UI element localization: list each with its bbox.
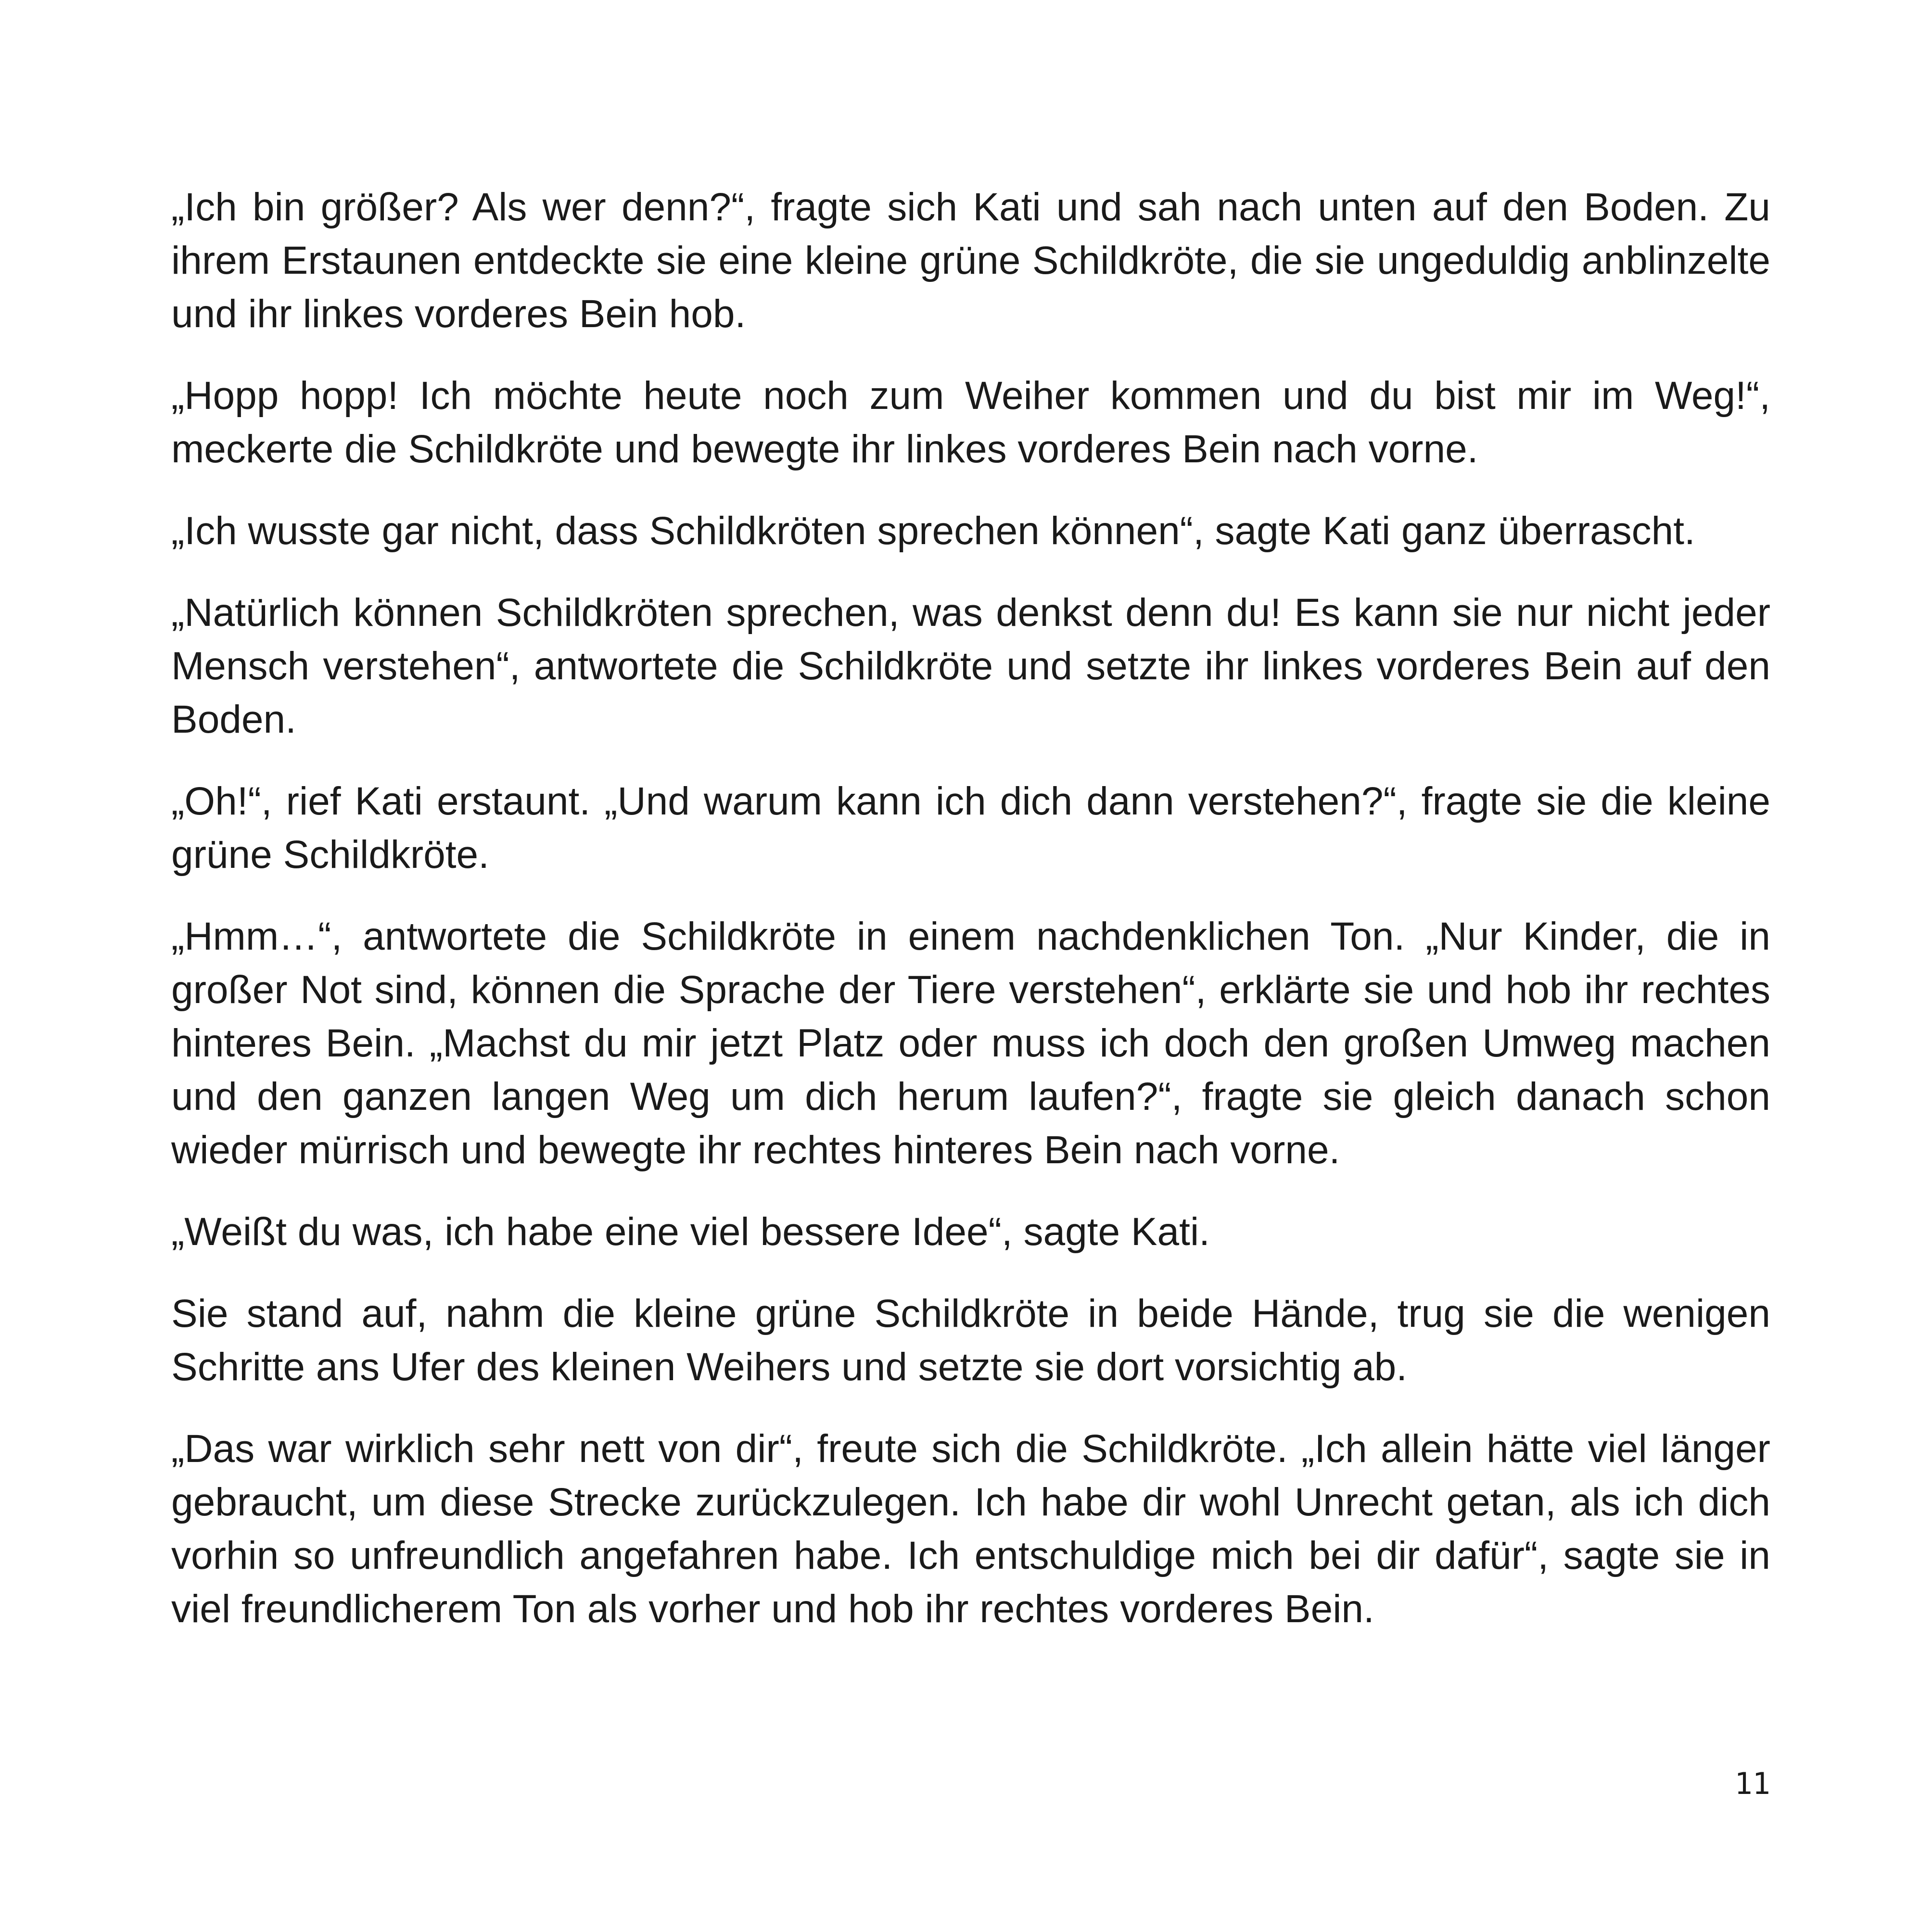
body-text <box>171 180 1770 1636</box>
paragraph: „Ich bin größer? Als wer denn?“, fragte sich Kati und sah nach unten auf den Boden. Zu ihrem Erstaunen entdeckte sie eine kleine grüne Schildkröte, die sie ungeduldig anblinzelte und ihr linkes vorderes Bein hob. <box>171 185 1770 336</box>
paragraph: „Oh!“, rief Kati erstaunt. „Und warum kann ich dich dann verstehen?“, fragte sie die kleine grüne Schildkröte. <box>171 779 1770 877</box>
paragraph: „Natürlich können Schildkröten sprechen, was denkst denn du! Es kann sie nur nicht jeder Mensch verstehen“, antwortete die Schildkröte und setzte ihr linkes vorderes Bein auf den Boden. <box>171 591 1770 741</box>
page-number: 11 <box>1734 1766 1770 1801</box>
paragraph: Sie stand auf, nahm die kleine grüne Schildkröte in beide Hände, trug sie die wenigen Schritte ans Ufer des kleinen Weihers und setzte sie dort vorsichtig ab. <box>171 1292 1770 1389</box>
paragraph: „Weißt du was, ich habe eine viel bessere Idee“, sagte Kati. <box>171 1210 1210 1254</box>
paragraph: „Das war wirklich sehr nett von dir“, freute sich die Schildkröte. „Ich allein hätte viel länger gebraucht, um diese Strecke zurückzulegen. Ich habe dir wohl Unrecht getan, als ich dich vorhin so unfreundlich angefahren habe. Ich entschuldige mich bei dir dafür“, sagte sie in viel freundlicherem Ton als vorher und hob ihr rechtes vorderes Bein. <box>171 1427 1770 1631</box>
paragraph: „Hmm…“, antwortete die Schildkröte in einem nachdenklichen Ton. „Nur Kinder, die in großer Not sind, können die Sprache der Tiere verstehen“, erklärte sie und hob ihr rechtes hinteres Bein. „Machst du mir jetzt Platz oder muss ich doch den großen Umweg machen und den ganzen langen Weg um dich herum laufen?“, fragte sie gleich danach schon wieder mürrisch und bewegte ihr rechtes hinteres Bein nach vorne. <box>171 915 1770 1172</box>
paragraph: „Hopp hopp! Ich möchte heute noch zum Weiher kommen und du bist mir im Weg!“, meckerte die Schildkröte und bewegte ihr linkes vorderes Bein nach vorne. <box>171 374 1770 471</box>
paragraph: „Ich wusste gar nicht, dass Schildkröten sprechen können“, sagte Kati ganz überrascht. <box>171 509 1695 553</box>
